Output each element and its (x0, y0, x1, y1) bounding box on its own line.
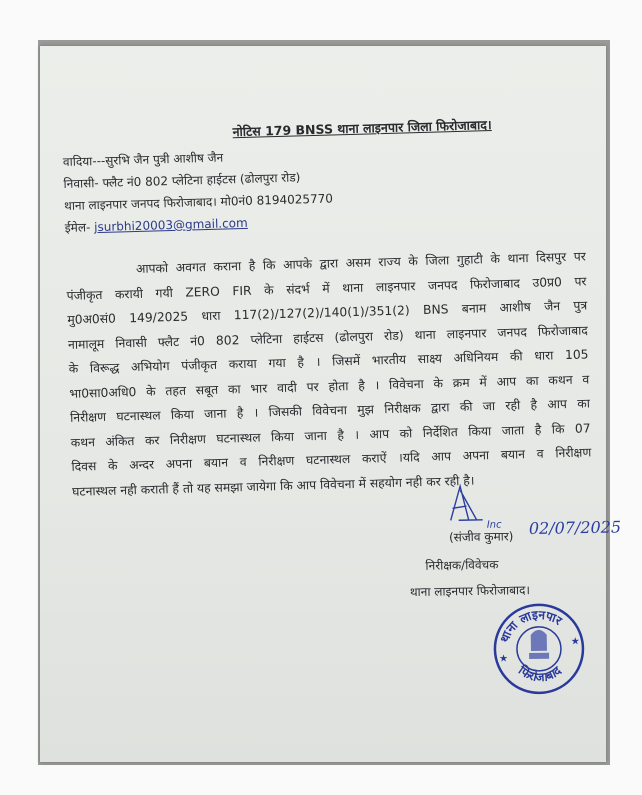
body-line: मु0अ0सं0 149/2025 धारा 117(2)/127(2)/140(1)/351(2) BNS बनाम आशीष जैन पुत्र (67, 298, 588, 327)
notice-title: नोटिस 179 BNSS थाना लाइनपार जिला फिरोजाबाद। (232, 117, 492, 140)
email-label: ईमेल- (64, 220, 91, 235)
handwritten-signature (438, 479, 529, 531)
body-line: के विरूद्ध अभियोग पंजीकृत कराया गया है । जिसमें भारतीय साक्ष्य अधिनियम की धारा 105 (68, 347, 589, 376)
body-line: निरीक्षण घटनास्थल किया जाना है । जिसकी विवेचना मुझ निरीक्षक द्वारा की जा रही है आप का (69, 396, 591, 425)
complainant-details (63, 136, 605, 239)
body-line: आपको अवगत कराना है कि आपके द्वारा असम राज्य के जिला गुहाटी के थाना दिसपुर पर (135, 249, 586, 276)
complainant-station-phone: थाना लाइनपार जनपद फिरोजाबाद। मो0नं0 8194025770 (63, 191, 334, 213)
notice-body (66, 244, 593, 503)
seal-bottom-text: फिरोजाबाद (515, 663, 564, 685)
seal-star-icon: ★ (499, 653, 509, 665)
body-line: घटनास्थल नही कराती हैं तो यह समझा जायेगा कि आप विवेचना में सहयोग नही कर रही है। (71, 473, 475, 499)
body-line: नामालूम निवासी फ्लैट नं0 802 प्लेटिना हाईटस (ढोलपुरा रोड) थाना लाइनपार जनपद फिरोजाबाद (67, 322, 589, 352)
seal-star-icon: ★ (570, 636, 580, 648)
email-link[interactable]: jsurbhi20003@gmail.com (93, 215, 248, 235)
signature-date: 02/07/2025 (528, 517, 622, 539)
body-line: पंजीकृत करायी गयी ZERO FIR के संदर्भ में थाना लाइनपार जनपद फिरोजाबाद उ0प्र0 पर (66, 273, 587, 303)
police-station-seal (490, 600, 588, 698)
officer-name: (संजीव कुमार) (448, 529, 514, 545)
officer-station: थाना लाइनपार फिरोजाबाद। (409, 583, 531, 600)
emblem-icon (529, 630, 550, 659)
body-line: दिवस के अन्दर अपना बयान व निरीक्षण घटनास्थल कराऐं ।यदि आप अपना बयान व निरीक्षण (71, 445, 592, 474)
seal-top-text: थाना लाइनपार (497, 607, 565, 645)
notice-content (62, 113, 612, 504)
complainant-name: वादिया---सुरभि जैन पुत्री आशीष जैन (62, 150, 224, 169)
body-line: भा0सा0अधि0 के तहत सबूत का भार वादी पर होता है । विवेचना के क्रम में आप का कथन व (69, 371, 590, 401)
complainant-address: निवासी- फ्लैट नं0 802 प्लेटिना हाईटस (ढोलपुरा रोड) (63, 170, 301, 191)
svg-text:फिरोजाबाद (515, 662, 565, 685)
signature-initials: Inc (486, 519, 502, 531)
body-line: कथन अंकित कर निरीक्षण घटनास्थल किया जाना है । आप को निर्देशित किया जाता है कि 07 (70, 420, 591, 450)
officer-designation: निरीक्षक/विवेचक (425, 557, 499, 573)
